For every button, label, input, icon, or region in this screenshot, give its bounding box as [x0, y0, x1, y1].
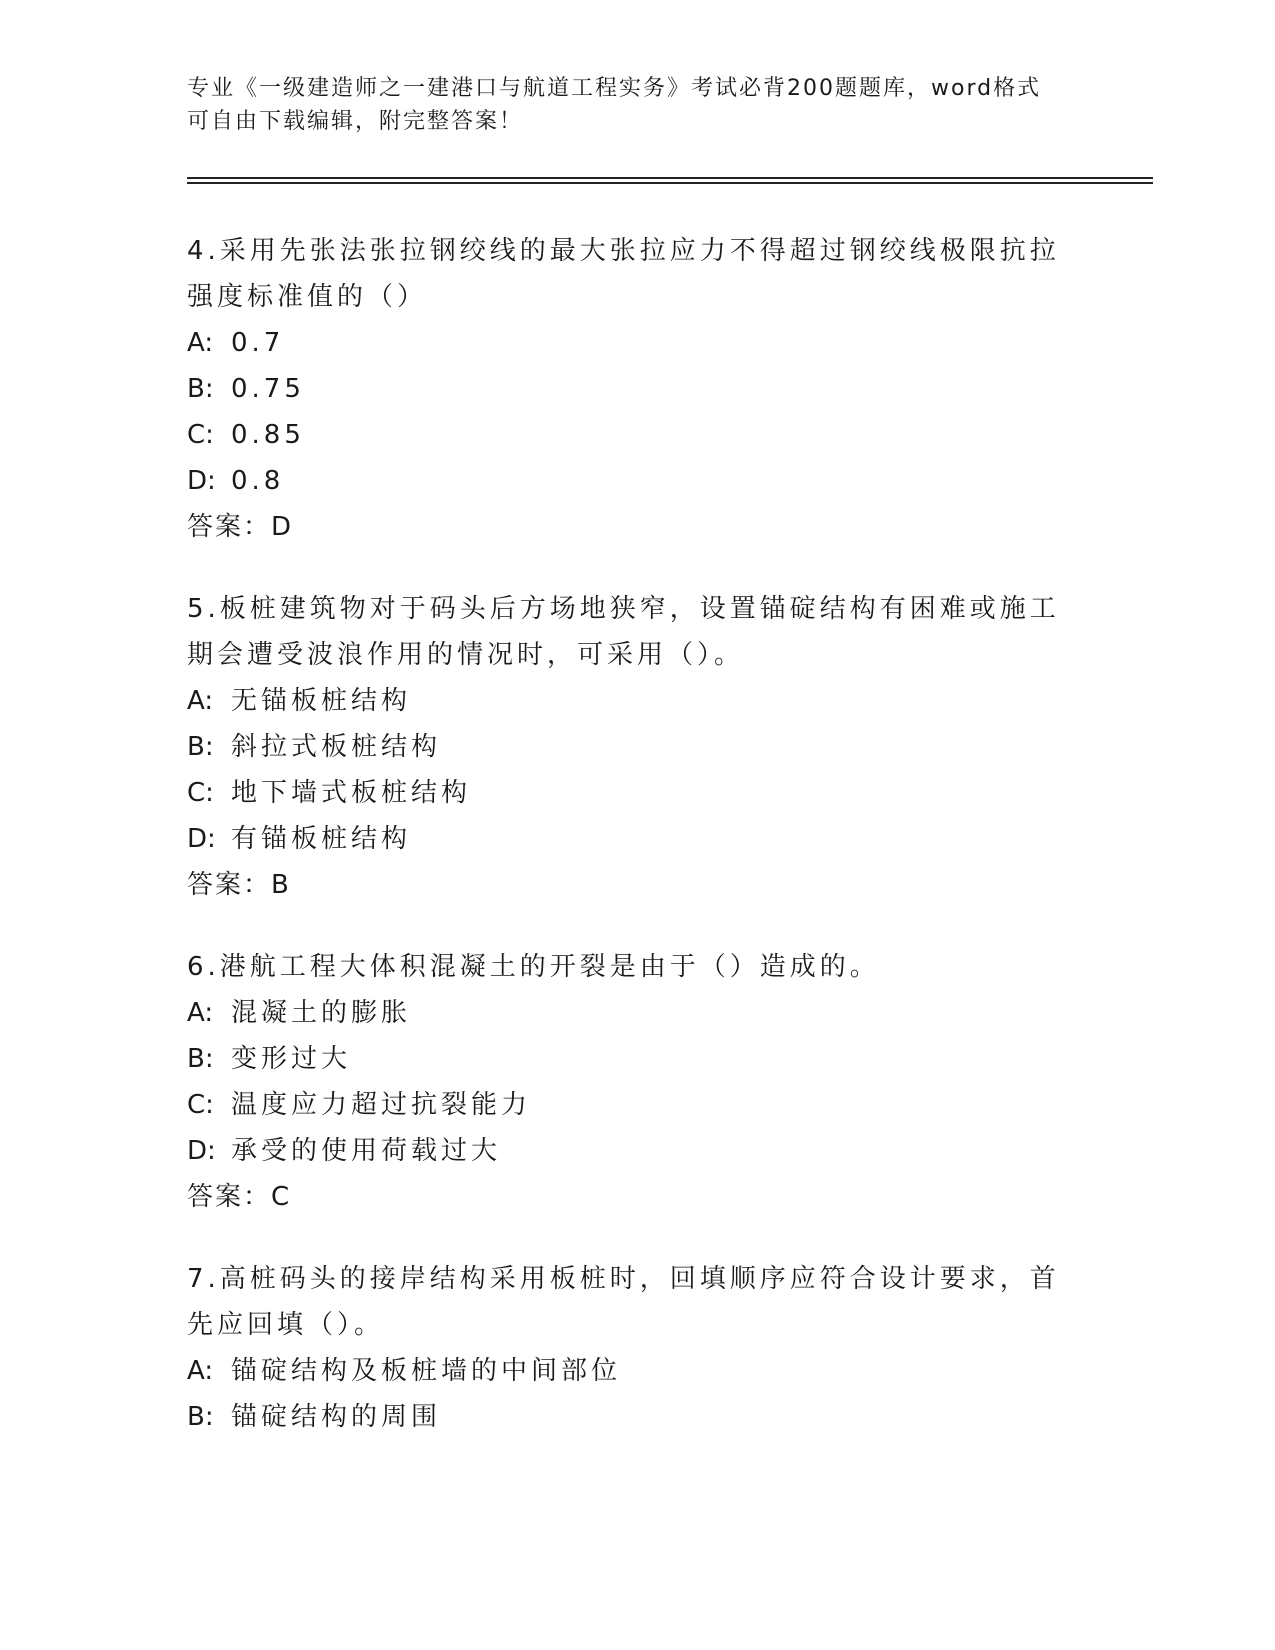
option-letter: C:: [187, 778, 214, 808]
option-letter: A:: [187, 1356, 214, 1386]
option-d: [187, 816, 1067, 862]
option-letter: C:: [187, 1090, 214, 1120]
option-letter: B:: [187, 374, 214, 404]
option-text: 锚碇结构及板桩墙的中间部位: [231, 1356, 622, 1386]
answer-line: 答案：D: [187, 512, 294, 542]
option-d: [187, 1128, 1067, 1174]
option-letter: A:: [187, 998, 214, 1028]
header-line-2: 可自由下载编辑，附完整答案！: [187, 109, 524, 134]
question-text: 5.板桩建筑物对于码头后方场地狭窄，设置锚碇结构有困难或施工期会遭受波浪作用的情况时，可采用（）。: [187, 594, 1060, 670]
option-text: 温度应力超过抗裂能力: [231, 1090, 532, 1120]
option-a: [187, 678, 1067, 724]
option-text: 0.7: [231, 328, 285, 358]
option-letter: D:: [187, 466, 216, 496]
option-letter: B:: [187, 732, 214, 762]
option-letter: B:: [187, 1402, 214, 1432]
question-text: 6.港航工程大体积混凝土的开裂是由于（）造成的。: [187, 952, 880, 982]
option-text: 有锚板桩结构: [231, 824, 412, 854]
option-letter: D:: [187, 1136, 216, 1166]
option-letter: A:: [187, 686, 214, 716]
option-text: 0.8: [231, 466, 285, 496]
option-text: 0.75: [231, 374, 305, 404]
question-text: 4.采用先张法张拉钢绞线的最大张拉应力不得超过钢绞线极限抗拉强度标准值的（）: [187, 236, 1060, 312]
option-letter: B:: [187, 1044, 214, 1074]
question-5: [187, 586, 1067, 908]
option-a: [187, 320, 1067, 366]
header-divider-top: [187, 177, 1153, 179]
option-letter: D:: [187, 824, 216, 854]
option-c: [187, 412, 1067, 458]
option-text: 地下墙式板桩结构: [231, 778, 472, 808]
option-text: 0.85: [231, 420, 305, 450]
option-c: [187, 1082, 1067, 1128]
option-a: [187, 990, 1067, 1036]
header-line-1: 专业《一级建造师之一建港口与航道工程实务》考试必背200题题库，word格式: [187, 76, 1042, 101]
option-b: [187, 724, 1067, 770]
question-7: [187, 1256, 1067, 1440]
question-4: [187, 228, 1067, 550]
option-letter: C:: [187, 420, 214, 450]
option-text: 变形过大: [231, 1044, 352, 1074]
answer-line: 答案：B: [187, 870, 291, 900]
option-b: [187, 1394, 1067, 1440]
question-text: 7.高桩码头的接岸结构采用板桩时，回填顺序应符合设计要求，首先应回填（）。: [187, 1264, 1060, 1340]
option-letter: A:: [187, 328, 214, 358]
option-text: 混凝土的膨胀: [231, 998, 412, 1028]
option-text: 锚碇结构的周围: [231, 1402, 442, 1432]
document-header: [187, 72, 1067, 138]
option-text: 承受的使用荷载过大: [231, 1136, 502, 1166]
option-c: [187, 770, 1067, 816]
option-d: [187, 458, 1067, 504]
option-text: 斜拉式板桩结构: [231, 732, 442, 762]
option-text: 无锚板桩结构: [231, 686, 412, 716]
option-b: [187, 1036, 1067, 1082]
question-list: [187, 228, 1067, 1476]
question-6: [187, 944, 1067, 1220]
answer-line: 答案：C: [187, 1182, 292, 1212]
header-divider-bottom: [187, 182, 1153, 184]
option-b: [187, 366, 1067, 412]
option-a: [187, 1348, 1067, 1394]
